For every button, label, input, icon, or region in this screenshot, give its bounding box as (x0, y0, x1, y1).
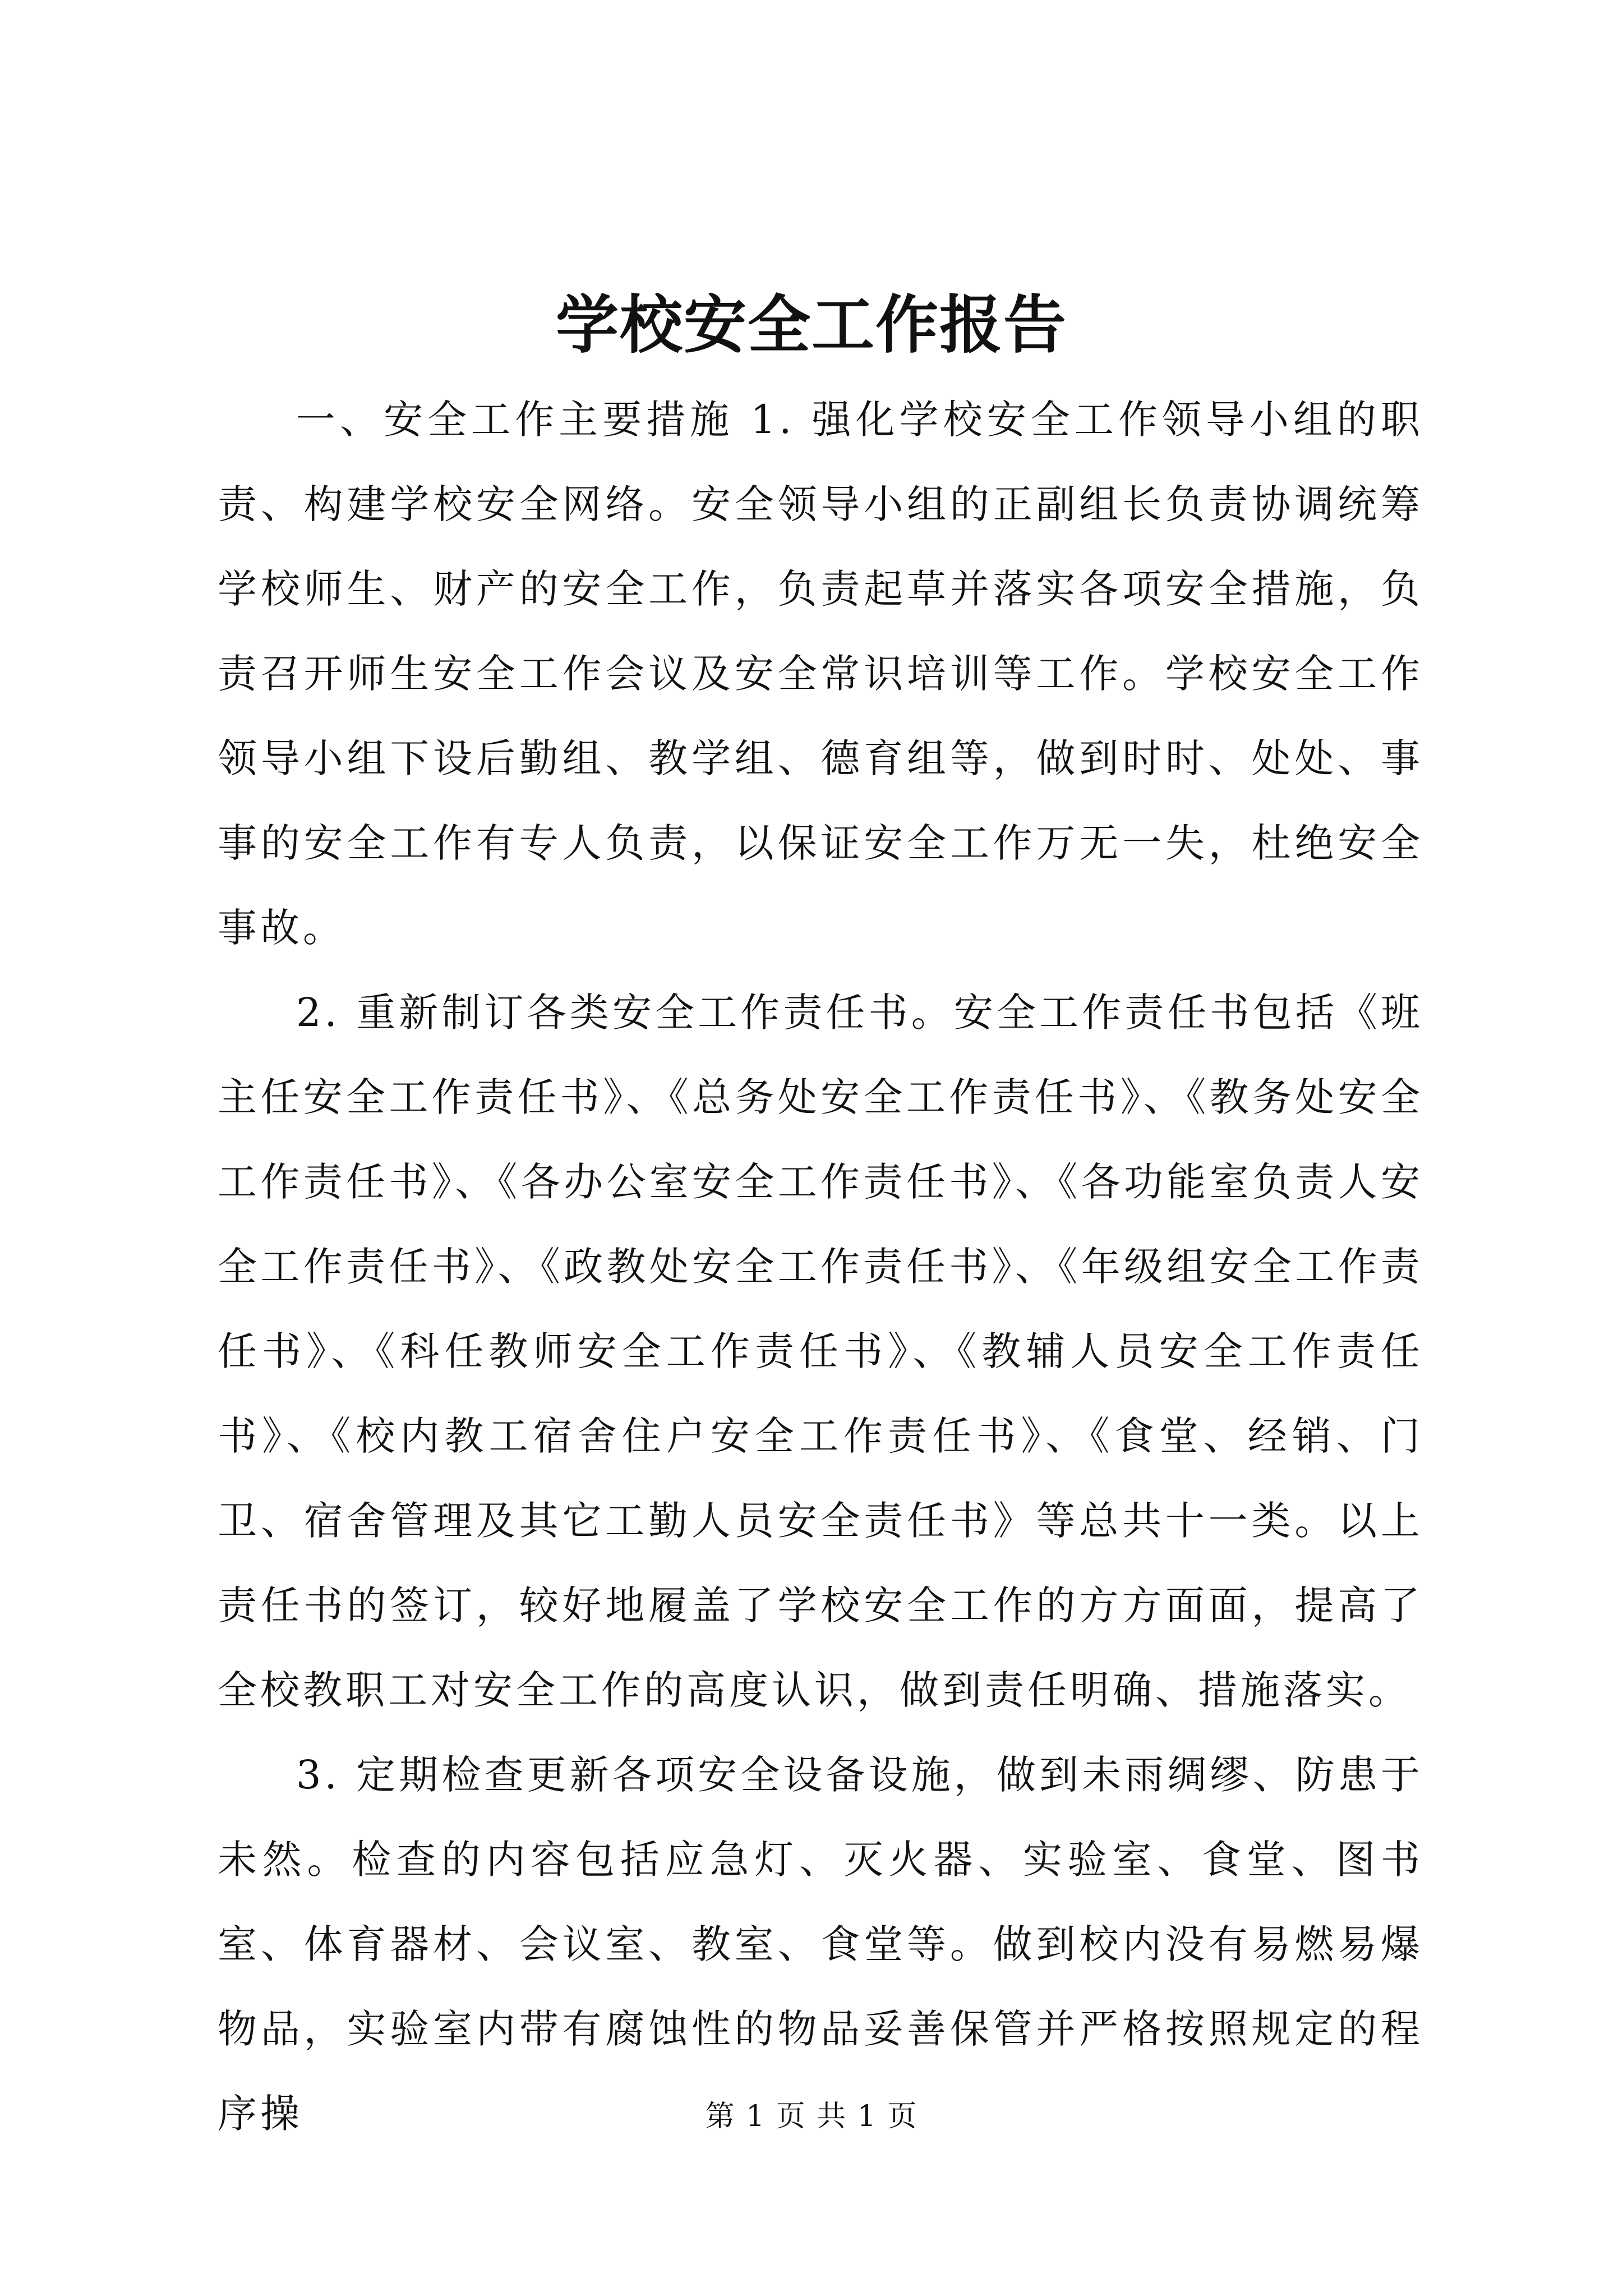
document-body (218, 378, 1423, 2156)
document-title: 学校安全工作报告 (556, 288, 1067, 362)
paragraph-3: 3. 定期检查更新各项安全设备设施，做到未雨绸缪、防患于未然。检查的内容包括应急灯、灭火器、实验室、食堂、图书室、体育器材、会议室、教室、食堂等。做到校内没有易燃易爆物品，实验室内带有腐蚀性的物品妥善保管并严格按照规定的程序操 (218, 1752, 1423, 2137)
paragraph-2: 2. 重新制订各类安全工作责任书。安全工作责任书包括《班主任安全工作责任书》、《总务处安全工作责任书》、《教务处安全工作责任书》、《各办公室安全工作责任书》、《各功能室负责人安全工作责任书》、《政教处安全工作责任书》、《年级组安全工作责任书》、《科任教师安全工作责任书》、《教辅人员安全工作责任书》、《校内教工宿舍住户安全工作责任书》、《食堂、经销、门卫、宿舍管理及其它工勤人员安全责任书》等总共十一类。以上责任书的签订，较好地履盖了学校安全工作的方方面面，提高了全校教职工对安全工作的高度认识，做到责任明确、措施落实。 (218, 990, 1423, 1713)
paragraph-1: 一、安全工作主要措施 1. 强化学校安全工作领导小组的职责、构建学校安全网络。安全领导小组的正副组长负责协调统筹学校师生、财产的安全工作，负责起草并落实各项安全措施，负责召开师生安全工作会议及安全常识培训等工作。学校安全工作领导小组下设后勤组、教学组、德育组等，做到时时、处处、事事的安全工作有专人负责，以保证安全工作万无一失，杜绝安全事故。 (218, 397, 1423, 951)
page-footer: 第 1 页 共 1 页 (705, 2100, 918, 2133)
